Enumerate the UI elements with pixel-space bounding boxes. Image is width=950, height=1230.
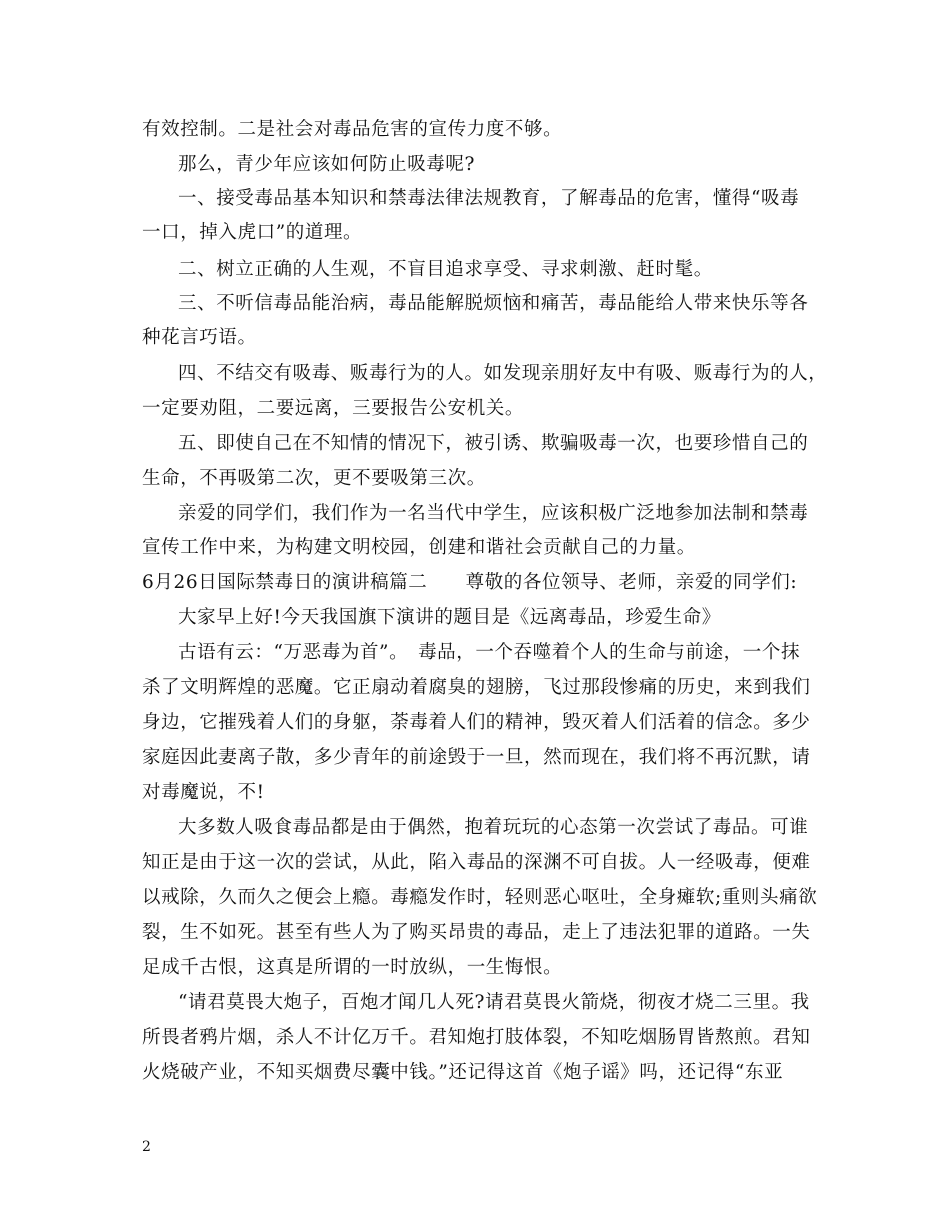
text-line: 杀了文明辉煌的恶魔。它正扇动着腐臭的翅膀，飞过那段惨痛的历史，来到我们	[142, 677, 811, 698]
text-line: 那么，青少年应该如何防止吸毒呢?	[178, 154, 476, 175]
text-line: “请君莫畏大炮子，百炮才闻几人死?请君莫畏火箭烧，彻夜才烧二三里。我	[178, 992, 810, 1013]
text-line: 古语有云：“万恶毒为首”。 毒品，一个吞噬着个人的生命与前途，一个抹	[178, 642, 801, 663]
text-line: 大多数人吸食毒品都是由于偶然，抱着玩玩的心态第一次尝试了毒品。可谁	[178, 817, 809, 838]
text-line: 家庭因此妻离子散，多少青年的前途毁于一旦，然而现在，我们将不再沉默，请	[142, 747, 811, 768]
text-line: 一、接受毒品基本知识和禁毒法律法规教育，了解毒品的危害，懂得“吸毒	[178, 188, 800, 209]
text-line: 种花言巧语。	[142, 327, 257, 348]
text-line: 五、即使自己在不知情的情况下，被引诱、欺骗吸毒一次，也要珍惜自己的	[178, 433, 809, 454]
text-line: 生命，不再吸第二次，更不要吸第三次。	[142, 468, 486, 489]
text-line: 大家早上好!今天我国旗下演讲的题目是《远离毒品，珍爱生命》	[178, 607, 721, 628]
text-line: 裂，生不如死。甚至有些人为了购买昂贵的毒品，走上了违法犯罪的道路。一失	[142, 922, 811, 943]
text-line: 以戒除，久而久之便会上瘾。毒瘾发作时，轻则恶心呕吐，全身瘫软;重则头痛欲	[142, 887, 818, 908]
text-line: 所畏者鸦片烟，杀人不计亿万千。君知炮打肢体裂，不知吃烟肠胃皆熬煎。君知	[142, 1027, 811, 1048]
text-line: 有效控制。二是社会对毒品危害的宣传力度不够。	[142, 119, 563, 140]
text-line: 知正是由于这一次的尝试，从此，陷入毒品的深渊不可自拔。人一经吸毒，便难	[142, 852, 811, 873]
text-line: 一口，掉入虎口”的道理。	[142, 222, 363, 243]
text-line: 三、不听信毒品能治病，毒品能解脱烦恼和痛苦，毒品能给人带来快乐等各	[178, 293, 809, 314]
text-line: 身边，它摧残着人们的身躯，荼毒着人们的精神，毁灭着人们活着的信念。多少	[142, 712, 811, 733]
text-line: 对毒魔说，不!	[142, 782, 265, 803]
text-line: 足成千古恨，这真是所谓的一时放纵，一生悔恨。	[142, 957, 563, 978]
text-line: 火烧破产业，不知买烟费尽囊中钱。”还记得这首《炮子谣》吗，还记得“东亚	[142, 1062, 784, 1083]
text-line: 一定要劝阻，二要远离，三要报告公安机关。	[142, 398, 525, 419]
text-line: 二、树立正确的人生观，不盲目追求享受、寻求刺激、赶时髦。	[178, 259, 713, 280]
text-line: 亲爱的同学们，我们作为一名当代中学生，应该积极广泛地参加法制和禁毒	[178, 503, 809, 524]
page-number: 2	[142, 1139, 151, 1155]
text-line: 四、不结交有吸毒、贩毒行为的人。如发现亲朋好友中有吸、贩毒行为的人，	[178, 363, 828, 384]
section-heading-line: 6月26日国际禁毒日的演讲稿篇二 尊敬的各位领导、老师，亲爱的同学们:	[142, 572, 798, 593]
text-line: 宣传工作中来，为构建文明校园，创建和谐社会贡献自己的力量。	[142, 537, 696, 558]
